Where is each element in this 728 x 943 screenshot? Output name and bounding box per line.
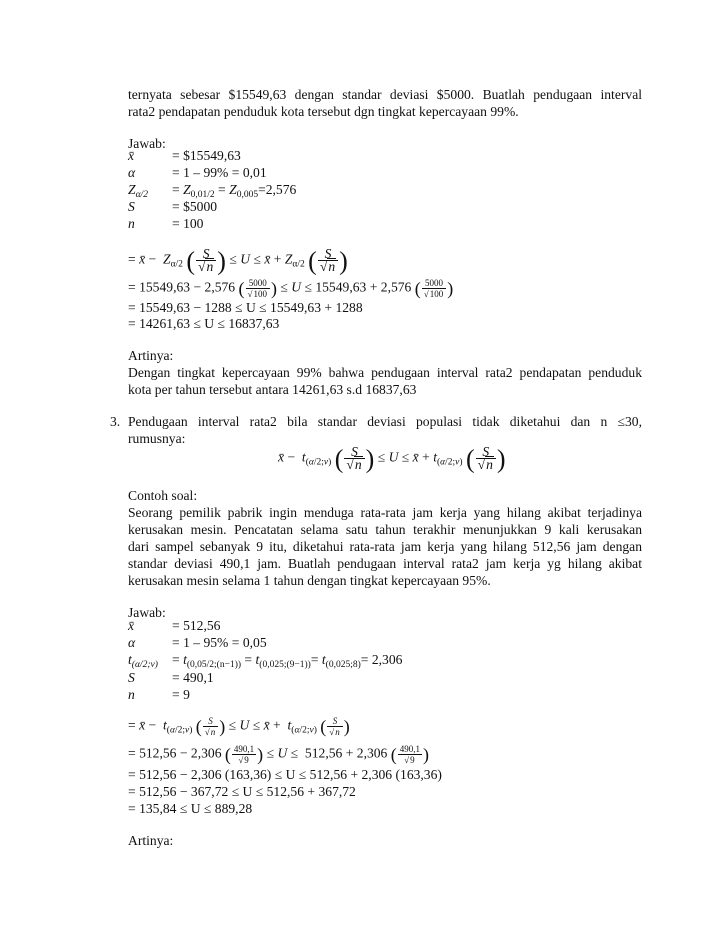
alpha-value: = 1 – 95% = 0,05 [172, 635, 267, 650]
frac-den: 100 [429, 289, 444, 299]
s-symbol: S [128, 199, 135, 214]
answer-heading: Jawab: [128, 136, 166, 151]
z-symbol: $Z_{\alpha/2}$ [128, 182, 148, 200]
example-line-1: Seorang pemilik pabrik ingin menduga rata-rata jam kerja yang hilang akibat terjadinya [128, 505, 642, 520]
n-value: = 9 [172, 687, 190, 702]
s-value: = 490,1 [172, 670, 214, 685]
list-number-3: 3. [110, 414, 121, 429]
xbar-value: = 512,56 [172, 618, 221, 633]
intro-line-2: rata2 pendapatan penduduk kota tersebut dgn tingkat kepercayaan 99%. [128, 104, 519, 119]
example-line-5: kerusakan mesin selama 1 tahun dengan tingkat kepercayaan 95%. [128, 573, 491, 588]
step-left: 512,56 − 2,306 [139, 745, 222, 761]
meaning-heading: Artinya: [128, 348, 174, 363]
frac-den: 9 [244, 755, 249, 765]
step-2: = 15549,63 − 1288 ≤ U ≤ 15549,63 + 1288 [128, 300, 363, 315]
step-2-1: = 512,56 − 2,306 ( $\frac{490,1}{√9}$ ) ≤ U ≤ 512,56 + 2,306 ( $\frac{490,1}{√9}$ ) [128, 744, 430, 765]
meaning-2-heading: Artinya: [128, 833, 174, 848]
frac-num: 5000 [422, 278, 446, 289]
z-result: =2,576 [258, 182, 297, 197]
alpha-symbol: α [128, 165, 136, 180]
t-symbol: $t_{(\alpha/2;v)}$ [128, 652, 158, 670]
t-formula: x̄ − $t_{(\alpha/2;v)}$ ( $\frac{S}{√n}$ ) ≤ U ≤ x̄ + $t_{(\alpha/2;v)}$ ( $\frac{S}{√n}$ ) [278, 444, 506, 474]
t-result: = 2,306 [360, 652, 403, 667]
xbar-symbol: x̄ [128, 618, 135, 633]
step-1-right: 15549,63 + 2,576 [315, 279, 412, 295]
formula-2: = x̄ − $t_{(\alpha/2;v)}$ ( $\frac{S}{√n}$ ) ≤ U ≤ x̄ + $t_{(\alpha/2;v)}$ ( $\frac{S}{√n}$ ) [128, 716, 350, 737]
xbar-symbol: x̄ [128, 148, 135, 163]
z-value: = $Z_{0,01/2} = Z_{0,005}=2,576$ [172, 182, 297, 200]
n-value: = 100 [172, 216, 204, 231]
step-3: = 14261,63 ≤ U ≤ 16837,63 [128, 316, 280, 331]
n-symbol: n [128, 687, 135, 702]
frac-den: 100 [253, 289, 267, 299]
frac-num: 490,1 [399, 744, 421, 754]
frac-num: 490,1 [233, 744, 255, 754]
meaning-line-1: Dengan tingkat kepercayaan 99% bahwa pendugaan interval rata2 pendapatan penduduk [128, 365, 642, 380]
frac-den: 9 [410, 755, 415, 765]
step-1: = 15549,63 − 2,576 ( $\frac{5000}{√100}$ ) ≤ U ≤ 15549,63 + 2,576 ( $\frac{5000}{√100}$ ) [128, 278, 454, 299]
formula-1: = x̄ − $Z_{\alpha/2}$ ( $\frac{S}{√n}$ ) ≤ U ≤ x̄ + $Z_{\alpha/2}$ ( $\frac{S}{√n}$ ) [128, 246, 348, 276]
step-2-4: = 135,84 ≤ U ≤ 889,28 [128, 801, 253, 816]
section-3-line-2: rumusnya: [128, 431, 186, 446]
n-symbol: n [128, 216, 135, 231]
example-line-2: kerusakan mesin. Pencatatan selama satu tahun terakhir menunjukkan 9 kali kerusakan [128, 522, 642, 537]
s-value: = $5000 [172, 199, 218, 214]
example-line-3: dari sampel sebanyak 9 itu, diketahui rata-rata jam kerja yang hilang 512,56 jam dengan [128, 539, 642, 554]
intro-line-1: ternyata sebesar $15549,63 dengan standar deviasi $5000. Buatlah pendugaan interval [128, 87, 642, 102]
step-1-left: 15549,63 − 2,576 [139, 279, 236, 295]
meaning-line-2: kota per tahun tersebut antara 14261,63 s.d 16837,63 [128, 382, 417, 397]
alpha-value: = 1 – 99% = 0,01 [172, 165, 267, 180]
answer-2-heading: Jawab: [128, 605, 166, 620]
example-line-4: standar deviasi 490,1 jam. Buatlah pendugaan interval rata2 jam kerja yg hilang akibat [128, 556, 642, 571]
alpha-symbol: α [128, 635, 136, 650]
step-2-2: = 512,56 − 2,306 (163,36) ≤ U ≤ 512,56 + 2,306 (163,36) [128, 767, 442, 782]
section-3-line-1: Pendugaan interval rata2 bila standar deviasi populasi tidak diketahui dan n ≤30, [128, 414, 642, 429]
t-value: = $t_{(0,05/2;(n-1))} = t_{(0,025;(9-1))}= t_{(0,025;8)}= 2,306$ [172, 652, 403, 670]
example-heading: Contoh soal: [128, 488, 198, 503]
frac-num: 5000 [246, 278, 270, 289]
xbar-value: = $15549,63 [172, 148, 241, 163]
step-2-3: = 512,56 − 367,72 ≤ U ≤ 512,56 + 367,72 [128, 784, 356, 799]
s-symbol: S [128, 670, 135, 685]
step-right: 512,56 + 2,306 [304, 745, 388, 761]
